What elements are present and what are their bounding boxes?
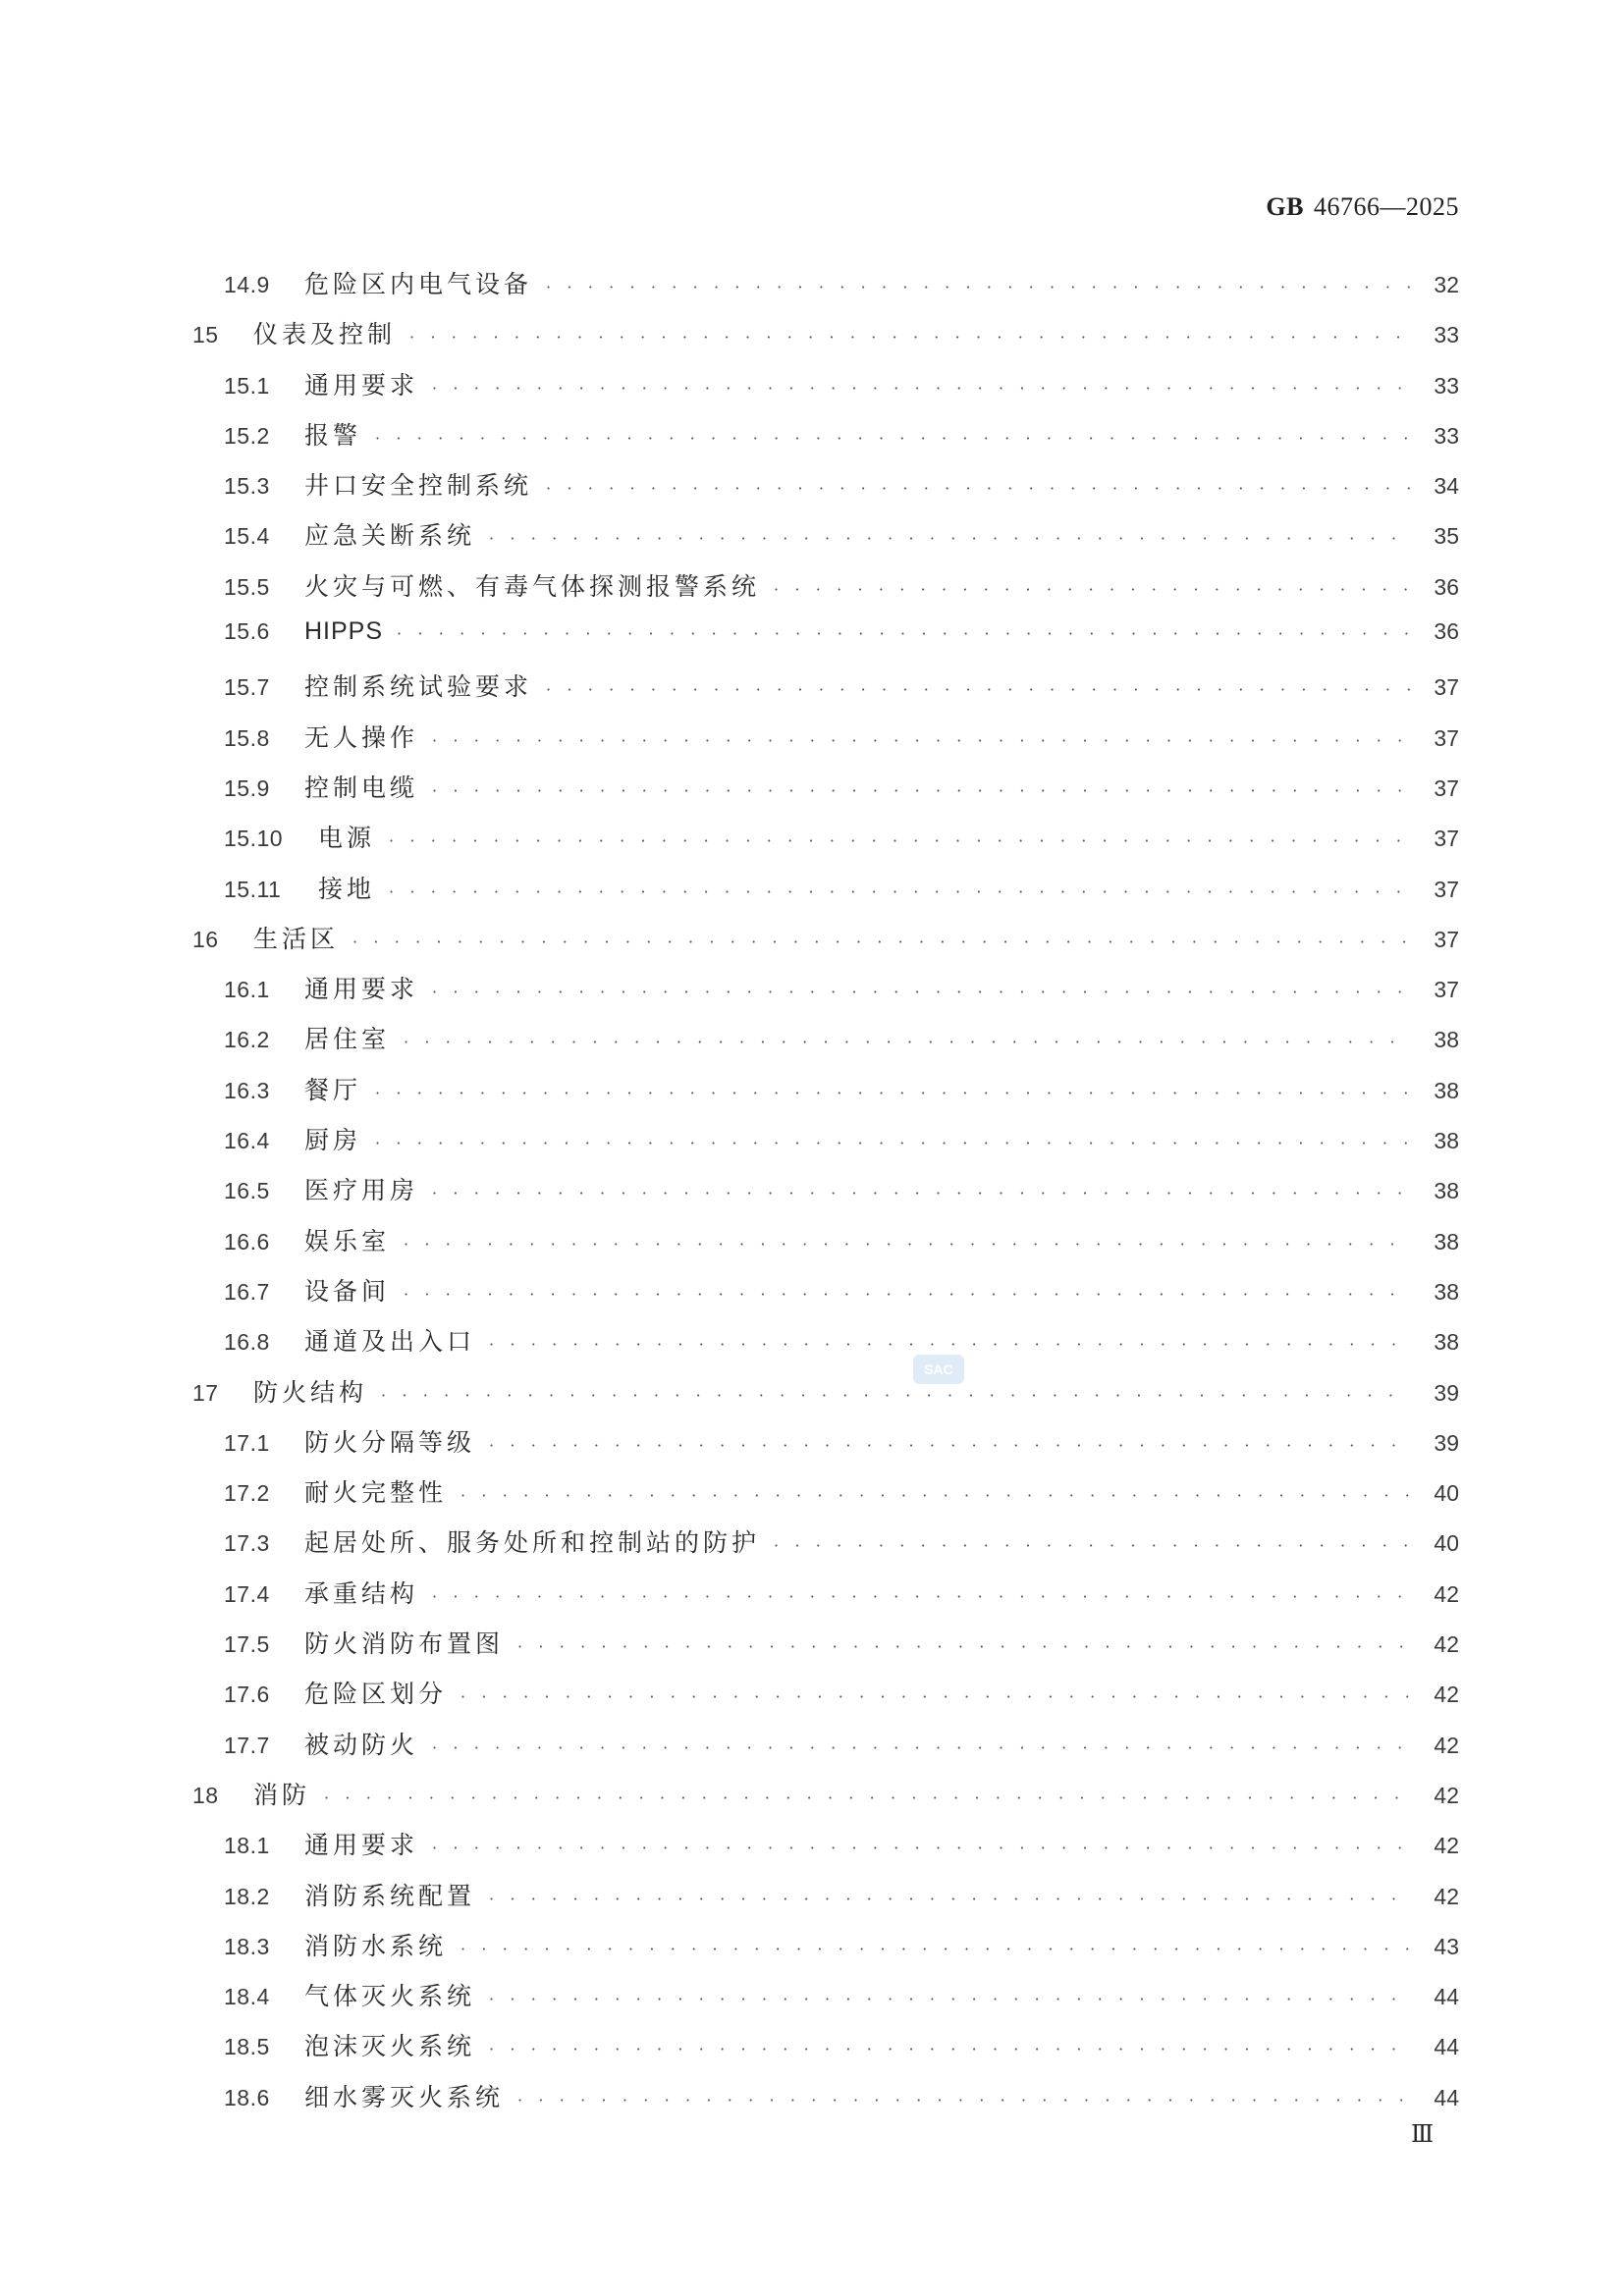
toc-entry-page: 43 [1434, 1933, 1459, 1959]
toc-entry-page: 33 [1434, 372, 1459, 399]
dot-leader [404, 1285, 1410, 1304]
toc-section-entry[interactable] [192, 1322, 1459, 1372]
toc-entry-page: 42 [1434, 1580, 1459, 1607]
toc-entry-number: 16.2 [224, 1027, 270, 1053]
standard-code [1266, 192, 1459, 222]
toc-entry-number: 15.1 [224, 372, 270, 399]
dot-leader [460, 1940, 1410, 1958]
dot-leader [352, 933, 1410, 951]
dot-leader [432, 983, 1410, 1001]
toc-section-entry[interactable] [192, 1121, 1459, 1171]
toc-entry-number: 16.5 [224, 1178, 270, 1204]
dot-leader [409, 328, 1410, 347]
toc-entry-title: 耐火完整性 [304, 1478, 448, 1508]
toc-section-entry[interactable] [192, 416, 1459, 466]
toc-entry-page: 39 [1434, 1379, 1459, 1406]
toc-entry-page: 37 [1434, 977, 1459, 1003]
toc-entry-page: 42 [1434, 1782, 1459, 1808]
toc-entry-title: 生活区 [253, 924, 340, 953]
toc-entry-page: 38 [1434, 1077, 1459, 1103]
toc-section-entry[interactable] [192, 1523, 1459, 1574]
toc-entry-number: 15.9 [224, 774, 270, 801]
dot-leader [774, 580, 1410, 599]
toc-entry-number: 16.3 [224, 1077, 270, 1103]
toc-entry-title: HIPPS [304, 617, 384, 646]
toc-entry-page: 34 [1434, 473, 1459, 500]
toc-entry-page: 33 [1434, 422, 1459, 449]
toc-entry-number: 16.6 [224, 1228, 270, 1255]
toc-entry-title: 通用要求 [304, 370, 419, 400]
toc-entry-page: 44 [1434, 2034, 1459, 2060]
toc-entry-title: 消防水系统 [304, 1931, 448, 1960]
dot-leader [375, 1134, 1410, 1152]
dot-leader [460, 1687, 1410, 1706]
toc-section-entry[interactable] [192, 366, 1459, 416]
toc-entry-number: 16 [192, 926, 219, 952]
toc-entry-page: 42 [1434, 1631, 1459, 1658]
toc-entry-number: 16.4 [224, 1128, 270, 1154]
toc-section-entry[interactable] [192, 1171, 1459, 1221]
toc-entry-number: 16.1 [224, 977, 270, 1003]
toc-entry-page: 38 [1434, 1278, 1459, 1305]
dot-leader [460, 1486, 1410, 1505]
dot-leader [546, 479, 1410, 498]
toc-entry-number: 15.10 [224, 826, 284, 852]
page-number: Ⅲ [1411, 2122, 1434, 2148]
toc-entry-number: 17.5 [224, 1631, 270, 1658]
toc-entry-page: 42 [1434, 1682, 1459, 1708]
toc-section-entry[interactable] [192, 567, 1459, 617]
toc-entry-page: 37 [1434, 774, 1459, 801]
toc-section-entry[interactable] [192, 516, 1459, 566]
dot-leader [324, 1789, 1410, 1807]
dot-leader [432, 781, 1410, 800]
dot-leader [389, 882, 1410, 901]
toc-entry-title: 控制电缆 [304, 773, 419, 802]
toc-section-entry[interactable] [192, 2078, 1459, 2128]
toc-entry-title: 承重结构 [304, 1578, 419, 1608]
toc-entry-page: 37 [1434, 724, 1459, 751]
toc-section-entry[interactable] [192, 1020, 1459, 1070]
toc-entry-number: 15.7 [224, 674, 270, 701]
dot-leader [375, 429, 1410, 448]
toc-section-entry[interactable] [192, 667, 1459, 718]
toc-entry-title: 娱乐室 [304, 1226, 391, 1255]
toc-entry-number: 18.1 [224, 1833, 270, 1859]
toc-entry-title: 危险区内电气设备 [304, 270, 533, 298]
toc-entry-number: 18.6 [224, 2084, 270, 2110]
toc-entry-number: 17.4 [224, 1580, 270, 1607]
toc-entry-title: 危险区划分 [304, 1680, 448, 1709]
toc-entry-page: 38 [1434, 1228, 1459, 1255]
dot-leader [432, 731, 1410, 750]
dot-leader [432, 1839, 1410, 1857]
toc-entry-title: 控制系统试验要求 [304, 672, 533, 702]
toc-entry-title: 接地 [318, 874, 376, 903]
toc-entry-page: 37 [1434, 674, 1459, 701]
dot-leader [546, 680, 1410, 699]
toc-entry-page: 38 [1434, 1128, 1459, 1154]
toc-entry-title: 被动防火 [304, 1730, 419, 1759]
toc-section-entry[interactable] [192, 1423, 1459, 1473]
toc-entry-number: 17 [192, 1379, 219, 1406]
toc-entry-page: 44 [1434, 2084, 1459, 2110]
toc-chapter-entry[interactable] [192, 315, 1459, 365]
toc-section-entry[interactable] [192, 1977, 1459, 2027]
toc-entry-title: 细水雾灭火系统 [304, 2082, 505, 2111]
toc-section-entry[interactable] [192, 1726, 1459, 1776]
toc-section-entry[interactable] [192, 1625, 1459, 1675]
toc-entry-page: 37 [1434, 876, 1459, 902]
toc-entry-number: 18.4 [224, 1984, 270, 2010]
dot-leader [432, 1738, 1410, 1757]
toc-section-entry[interactable] [192, 870, 1459, 920]
toc-entry-number: 17.2 [224, 1480, 270, 1507]
dot-leader [397, 624, 1410, 643]
toc-section-entry[interactable] [192, 769, 1459, 819]
dot-leader [489, 1990, 1410, 2008]
dot-leader [774, 1536, 1410, 1555]
toc-entry-number: 16.7 [224, 1278, 270, 1305]
toc-entry-number: 16.8 [224, 1329, 270, 1356]
toc-entry-title: 设备间 [304, 1276, 391, 1306]
toc-entry-number: 18 [192, 1782, 219, 1808]
toc-entry-page: 36 [1434, 573, 1459, 600]
toc-section-entry[interactable] [192, 1675, 1459, 1725]
toc-entry-page: 39 [1434, 1429, 1459, 1456]
dot-leader [375, 1084, 1410, 1102]
dot-leader [404, 1235, 1410, 1254]
toc-entry-number: 15.5 [224, 573, 270, 600]
dot-leader [489, 529, 1410, 548]
toc-entry-page: 40 [1434, 1530, 1459, 1557]
toc-entry-page: 42 [1434, 1833, 1459, 1859]
dot-leader [489, 1335, 1410, 1354]
toc-entry-page: 42 [1434, 1732, 1459, 1758]
toc-entry-page: 37 [1434, 826, 1459, 852]
toc-entry-number: 17.6 [224, 1682, 270, 1708]
toc-section-entry[interactable] [192, 1927, 1459, 1977]
toc-entry-title: 井口安全控制系统 [304, 471, 533, 501]
toc-section-entry[interactable] [192, 719, 1459, 769]
toc-chapter-entry[interactable] [192, 920, 1459, 970]
toc-section-entry[interactable] [192, 2027, 1459, 2077]
toc-entry-title: 火灾与可燃、有毒气体探测报警系统 [304, 571, 761, 601]
dot-leader [489, 1890, 1410, 1908]
table-of-contents [192, 265, 1459, 2128]
toc-entry-title: 通用要求 [304, 1831, 419, 1860]
toc-entry-title: 餐厅 [304, 1075, 362, 1104]
toc-entry-number: 17.7 [224, 1732, 270, 1758]
toc-entry-title: 通用要求 [304, 975, 419, 1004]
toc-entry-title: 泡沫灭火系统 [304, 2032, 476, 2061]
toc-entry-title: 应急关断系统 [304, 521, 476, 551]
toc-entry-page: 42 [1434, 1883, 1459, 1909]
dot-leader [404, 1033, 1410, 1051]
toc-entry-title: 通道及出入口 [304, 1327, 476, 1357]
toc-section-entry[interactable] [192, 617, 1459, 667]
toc-entry-title: 起居处所、服务处所和控制站的防护 [304, 1528, 761, 1558]
standard-number: 46766—2025 [1314, 192, 1459, 221]
toc-entry-title: 仪表及控制 [253, 320, 397, 349]
dot-leader [432, 379, 1410, 398]
toc-entry-page: 32 [1434, 272, 1459, 297]
toc-section-entry[interactable] [192, 466, 1459, 516]
toc-entry-title: 防火消防布置图 [304, 1629, 505, 1659]
toc-entry-page: 35 [1434, 523, 1459, 550]
dot-leader [517, 1637, 1410, 1656]
toc-entry-page: 38 [1434, 1329, 1459, 1356]
toc-entry-number: 14.9 [224, 272, 270, 297]
toc-entry-page: 40 [1434, 1480, 1459, 1507]
toc-section-entry[interactable] [192, 819, 1459, 869]
toc-section-entry[interactable] [192, 1877, 1459, 1927]
toc-entry-title: 电源 [318, 824, 376, 853]
toc-entry-title: 消防 [253, 1780, 311, 1809]
dot-leader [546, 278, 1410, 296]
toc-entry-number: 17.1 [224, 1429, 270, 1456]
toc-entry-title: 医疗用房 [304, 1176, 419, 1205]
toc-entry-title: 防火结构 [253, 1377, 368, 1407]
toc-section-entry[interactable] [192, 1473, 1459, 1523]
toc-section-entry[interactable] [192, 1826, 1459, 1876]
toc-section-entry[interactable] [192, 1222, 1459, 1272]
toc-entry-page: 44 [1434, 1984, 1459, 2010]
toc-section-entry[interactable] [192, 1272, 1459, 1322]
dot-leader [432, 1184, 1410, 1202]
dot-leader [381, 1386, 1410, 1405]
toc-section-entry[interactable] [192, 1071, 1459, 1121]
toc-entry-title: 无人操作 [304, 722, 419, 752]
toc-chapter-entry[interactable] [192, 1776, 1459, 1826]
toc-entry-page: 37 [1434, 926, 1459, 952]
toc-entry-page: 33 [1434, 322, 1459, 348]
toc-entry-number: 15 [192, 322, 219, 348]
toc-entry-title: 厨房 [304, 1126, 362, 1155]
toc-section-entry[interactable] [192, 1575, 1459, 1625]
toc-entry-number: 18.3 [224, 1933, 270, 1959]
toc-entry-page: 38 [1434, 1027, 1459, 1053]
toc-entry-number: 18.2 [224, 1883, 270, 1909]
toc-entry-title: 气体灭火系统 [304, 1982, 476, 2011]
toc-entry-title: 报警 [304, 420, 362, 450]
toc-entry-title: 居住室 [304, 1025, 391, 1054]
toc-section-entry[interactable] [192, 265, 1459, 315]
toc-entry-number: 15.8 [224, 724, 270, 751]
watermark-logo: SAC [913, 1355, 964, 1384]
toc-entry-page: 38 [1434, 1178, 1459, 1204]
toc-entry-page: 36 [1434, 618, 1459, 645]
toc-entry-title: 防火分隔等级 [304, 1427, 476, 1457]
toc-entry-number: 15.3 [224, 473, 270, 500]
toc-entry-number: 15.11 [224, 876, 282, 902]
toc-section-entry[interactable] [192, 970, 1459, 1020]
standard-prefix: GB [1266, 192, 1304, 221]
toc-chapter-entry[interactable] [192, 1373, 1459, 1423]
dot-leader [432, 1587, 1410, 1606]
toc-entry-number: 18.5 [224, 2034, 270, 2060]
toc-entry-number: 15.2 [224, 422, 270, 449]
toc-entry-number: 15.6 [224, 618, 270, 645]
dot-leader [489, 1436, 1410, 1455]
dot-leader [517, 2091, 1410, 2109]
toc-entry-title: 消防系统配置 [304, 1881, 476, 1910]
dot-leader [489, 2040, 1410, 2058]
dot-leader [389, 831, 1410, 850]
toc-entry-number: 15.4 [224, 523, 270, 550]
toc-entry-number: 17.3 [224, 1530, 270, 1557]
